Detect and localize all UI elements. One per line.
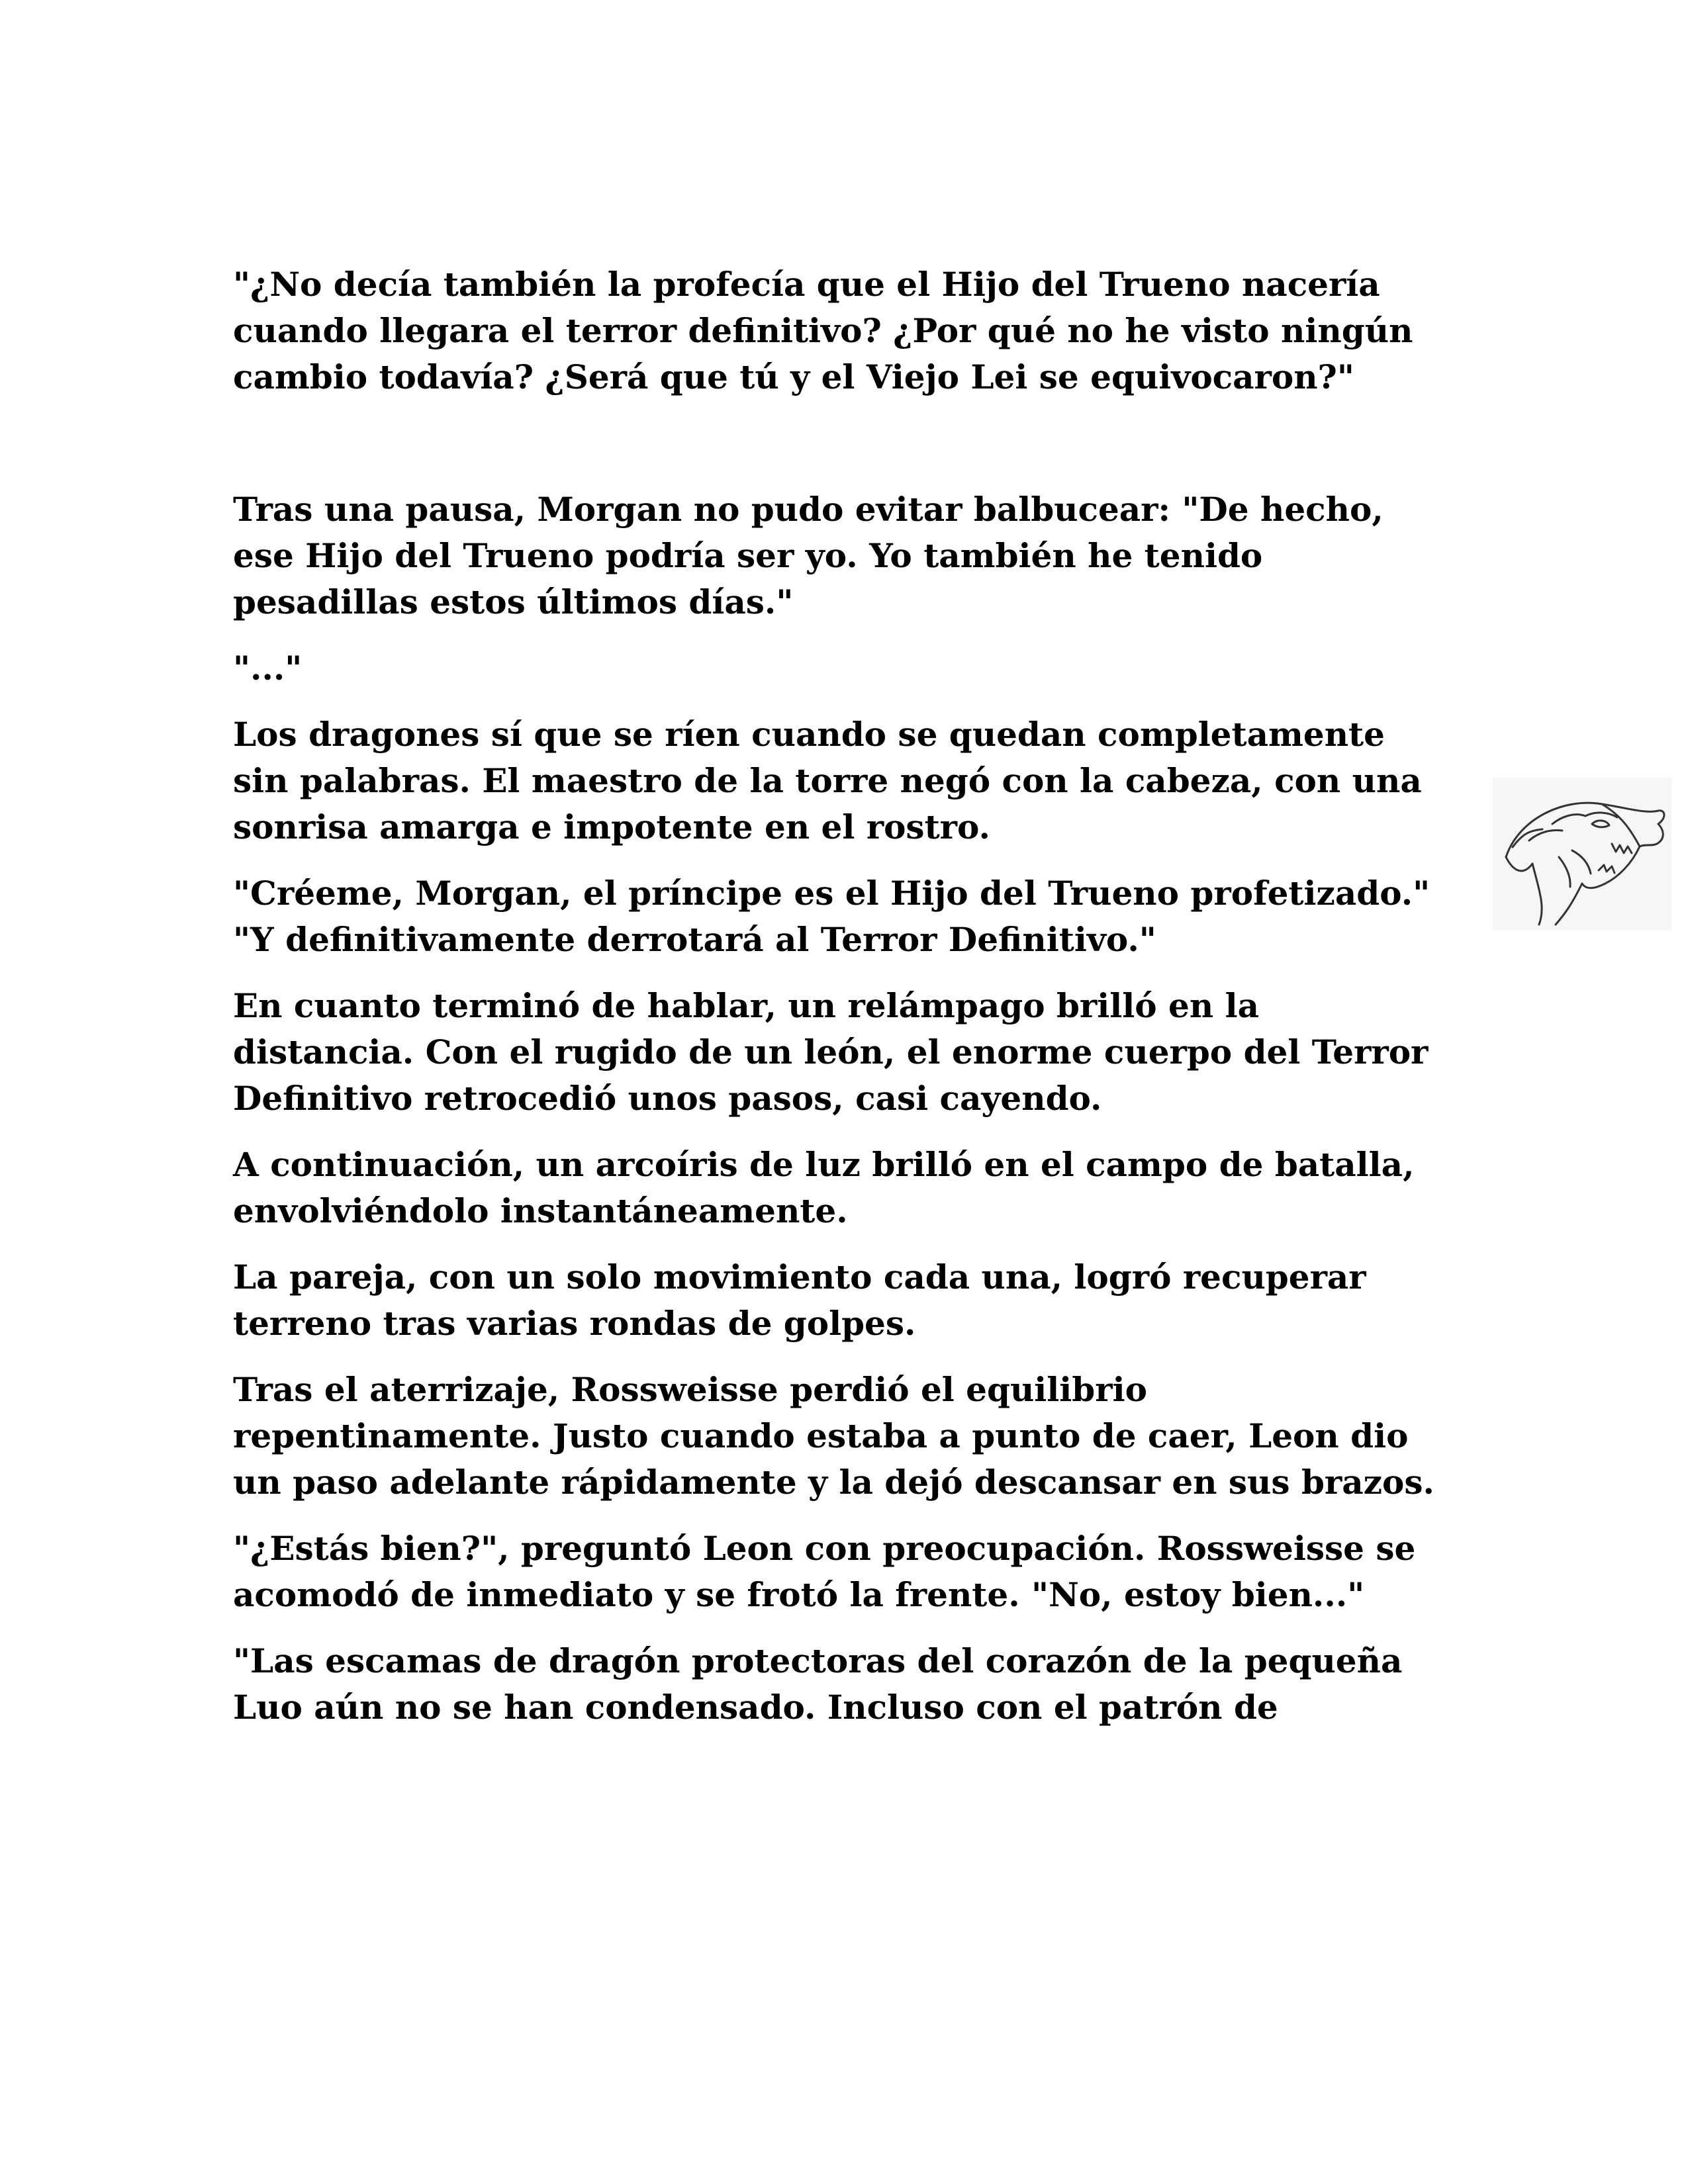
paragraph: "¿Estás bien?", preguntó Leon con preocupación. Rossweisse se acomodó de inmediato y se frotó la frente. "No, estoy bien..." bbox=[233, 1529, 1416, 1614]
paragraph: Tras el aterrizaje, Rossweisse perdió el equilibrio repentinamente. Justo cuando estaba a punto de caer, Leon dio un paso adelante rápidamente y la dejó descansar en sus brazos. bbox=[233, 1370, 1434, 1502]
paragraph: "Créeme, Morgan, el príncipe es el Hijo del Trueno profetizado." "Y definitivamente derrotará al Terror Definitivo." bbox=[233, 874, 1430, 959]
paragraph: "Las escamas de dragón protectoras del corazón de la pequeña Luo aún no se han condensado. Incluso con el patrón de bbox=[233, 1641, 1403, 1727]
paragraph: "..." bbox=[233, 649, 303, 688]
paragraph: En cuanto terminó de hablar, un relámpago brilló en la distancia. Con el rugido de un león, el enorme cuerpo del Terror Definitivo retrocedió unos pasos, casi cayendo. bbox=[233, 986, 1429, 1118]
paragraph: Tras una pausa, Morgan no pudo evitar balbucear: "De hecho, ese Hijo del Trueno podría ser yo. Yo también he tenido pesadillas estos últimos días." bbox=[233, 490, 1383, 621]
paragraph: A continuación, un arcoíris de luz brilló en el campo de batalla, envolviéndolo instantáneamente. bbox=[233, 1145, 1415, 1230]
paragraph: Los dragones sí que se ríen cuando se quedan completamente sin palabras. El maestro de la torre negó con la cabeza, con una sonrisa amarga e impotente en el rostro. bbox=[233, 715, 1422, 846]
paragraph: La pareja, con un solo movimiento cada una, logró recuperar terreno tras varias rondas de golpes. bbox=[233, 1257, 1366, 1343]
dragon-head-sketch-icon bbox=[1493, 778, 1671, 930]
paragraph: "¿No decía también la profecía que el Hijo del Trueno nacería cuando llegara el terror definitivo? ¿Por qué no he visto ningún cambio todavía? ¿Será que tú y el Viejo Lei se equivocaron?" bbox=[233, 265, 1413, 396]
body-text bbox=[233, 261, 1438, 1751]
